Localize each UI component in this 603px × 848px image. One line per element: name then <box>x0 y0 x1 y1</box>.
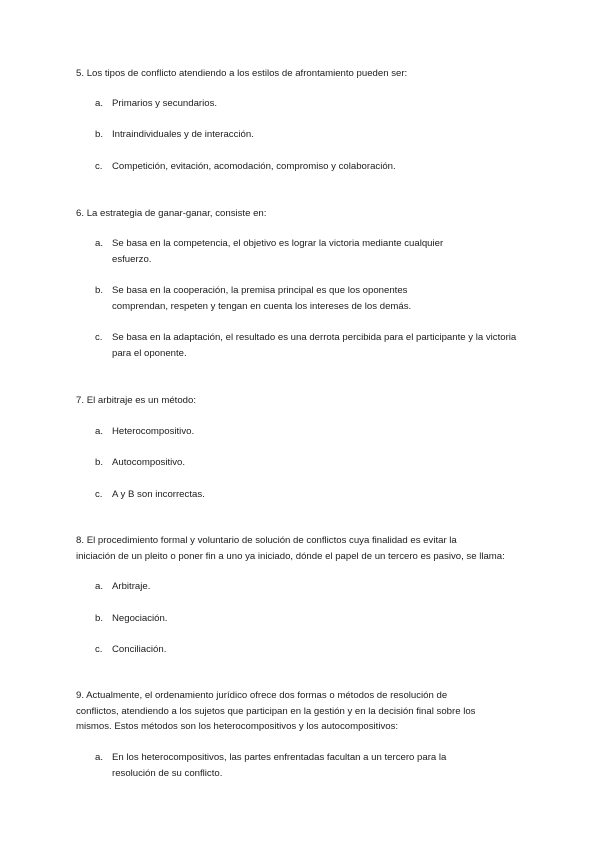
option-line: esfuerzo. <box>112 253 152 265</box>
question-number: 8. <box>76 535 85 546</box>
option-letter: a. <box>95 426 104 437</box>
option-line: resolución de su conflicto. <box>112 767 223 779</box>
option-letter: b. <box>95 285 104 296</box>
option-letter: b. <box>95 129 104 140</box>
question-stem <box>76 533 505 564</box>
option-text <box>112 750 446 781</box>
question-text-line: Actualmente, el ordenamiento jurídico ofrece dos formas o métodos de resolución de <box>86 690 448 701</box>
option-text <box>112 236 443 267</box>
question-text: La estrategia de ganar-ganar, consiste en: <box>86 208 267 219</box>
option-8c <box>95 642 166 658</box>
question-text-line: mismos. Estos métodos son los heterocompositivos y los autocompositivos: <box>76 721 399 732</box>
question-stem <box>76 688 475 735</box>
option-8a <box>95 579 150 595</box>
option-7c <box>95 487 205 503</box>
option-line: En los heterocompositivos, las partes enfrentadas facultan a un tercero para la <box>112 752 447 763</box>
option-letter: b. <box>95 457 104 468</box>
option-line: para el oponente. <box>112 347 187 359</box>
option-5b <box>95 127 254 143</box>
option-text: Arbitraje. <box>112 581 151 592</box>
option-letter: a. <box>95 581 104 592</box>
option-letter: b. <box>95 613 104 624</box>
question-number: 5. <box>76 68 85 79</box>
option-letter: a. <box>95 752 104 763</box>
option-letter: a. <box>95 98 104 109</box>
question-text: Los tipos de conflicto atendiendo a los estilos de afrontamiento pueden ser: <box>86 68 408 79</box>
option-text: Conciliación. <box>112 644 167 655</box>
option-text: Competición, evitación, acomodación, compromiso y colaboración. <box>112 161 396 172</box>
option-text: A y B son incorrectas. <box>112 489 205 500</box>
option-7b <box>95 455 185 471</box>
question-stem <box>76 206 266 222</box>
question-6 <box>76 206 266 222</box>
question-text-line: iniciación de un pleito o poner fin a uno ya iniciado, dónde el papel de un tercero es pasivo, se llama: <box>76 550 505 562</box>
question-number: 6. <box>76 208 85 219</box>
option-letter: c. <box>95 489 103 500</box>
option-6a <box>95 236 443 267</box>
option-5a <box>95 96 217 112</box>
option-line: Se basa en la adaptación, el resultado es una derrota percibida para el participante y la victoria <box>112 332 517 343</box>
option-line: Se basa en la cooperación, la premisa principal es que los oponentes <box>112 285 408 296</box>
question-number: 9. <box>76 690 85 701</box>
option-5c <box>95 159 396 175</box>
question-number: 7. <box>76 395 85 406</box>
option-letter: c. <box>95 644 103 655</box>
question-9 <box>76 688 475 735</box>
option-7a <box>95 424 194 440</box>
question-7 <box>76 393 196 409</box>
option-line: Se basa en la competencia, el objetivo es lograr la victoria mediante cualquier <box>112 238 444 249</box>
question-8 <box>76 533 505 564</box>
option-text: Autocompositivo. <box>112 457 186 468</box>
option-line: comprendan, respeten y tengan en cuenta los intereses de los demás. <box>112 300 412 312</box>
option-6c <box>95 330 516 361</box>
option-text <box>112 283 411 314</box>
option-text <box>112 330 516 361</box>
option-8b <box>95 611 167 627</box>
option-6b <box>95 283 411 314</box>
question-5 <box>76 66 407 82</box>
option-text: Negociación. <box>112 613 168 624</box>
option-letter: c. <box>95 161 103 172</box>
option-text: Primarios y secundarios. <box>112 98 218 109</box>
question-stem <box>76 393 196 409</box>
question-text-line: conflictos, atendiendo a los sujetos que participan en la gestión y en la decisión final sobre los <box>76 705 476 717</box>
option-text: Intraindividuales y de interacción. <box>112 129 254 140</box>
question-stem <box>76 66 407 82</box>
question-text: El arbitraje es un método: <box>86 395 197 406</box>
question-text-line: El procedimiento formal y voluntario de solución de conflictos cuya finalidad es evitar la <box>86 535 457 546</box>
option-9a <box>95 750 446 781</box>
option-letter: a. <box>95 238 104 249</box>
option-letter: c. <box>95 332 103 343</box>
option-text: Heterocompositivo. <box>112 426 195 437</box>
